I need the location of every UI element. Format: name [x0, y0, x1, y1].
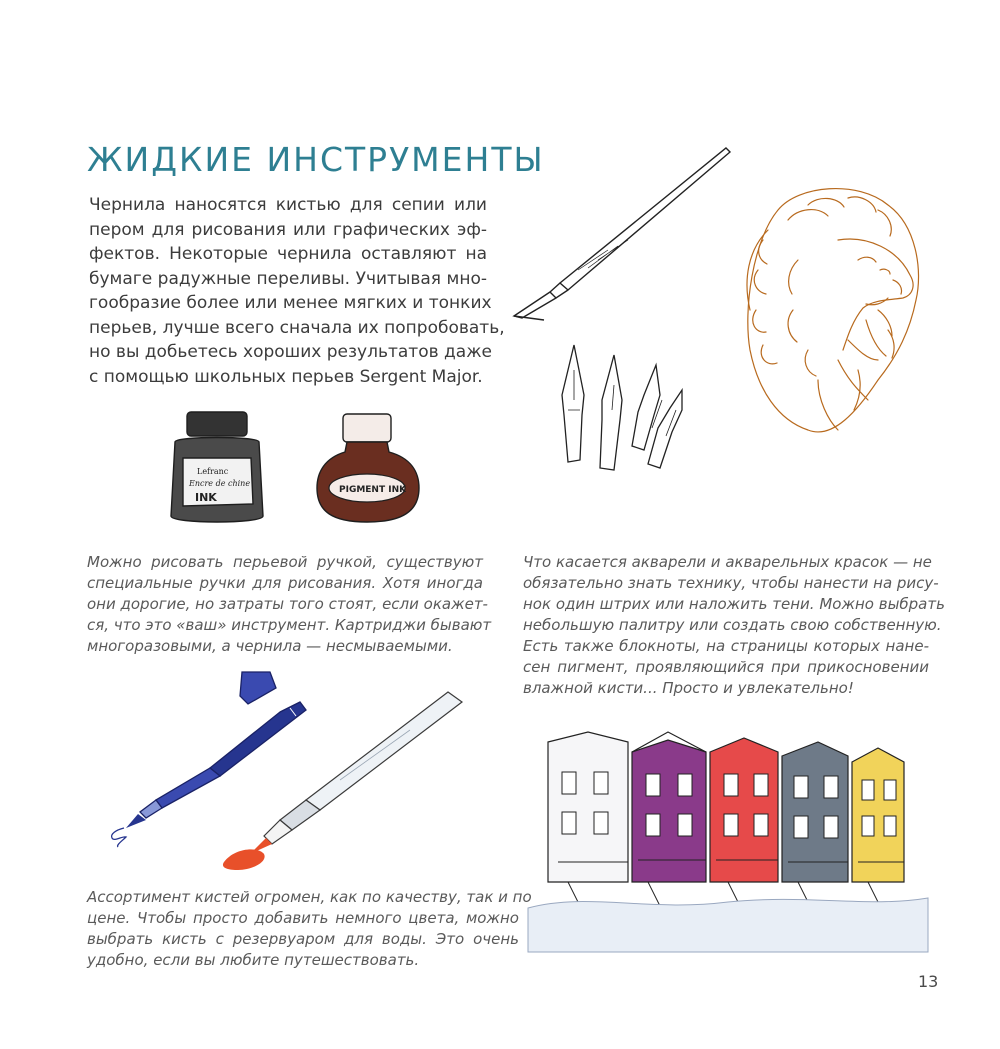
caption-line: нок один штрих или наложить тени. Можно выбрать: [523, 595, 945, 613]
intro-line: фектов. Некоторые чернила оставляют на: [89, 244, 487, 264]
caption-line: небольшую палитру или создать свою собственную.: [523, 616, 942, 634]
intro-line: но вы добьетесь хороших результатов даже: [89, 342, 492, 362]
caption-line: они дорогие, но затраты того стоят, если окажет-: [87, 595, 488, 613]
caption-line: Есть также блокноты, на страницы которых нане-: [523, 637, 929, 655]
houses-watercolor-illustration: [528, 712, 928, 952]
caption-line: Ассортимент кистей огромен, как по качеству, так и по: [87, 888, 532, 906]
ink-bottle-pigment: [315, 408, 425, 528]
caption-line: цене. Чтобы просто добавить немного цвета, можно: [87, 909, 519, 927]
intro-line: пером для рисования или графических эф-: [89, 219, 487, 240]
dip-pen-illustration: [508, 140, 748, 330]
caption-watercolor: [523, 552, 945, 699]
intro-paragraph: [89, 193, 505, 389]
page-title: ЖИДКИЕ ИНСТРУМЕНТЫ: [87, 140, 545, 179]
jar-label-product: Encre de chine: [189, 479, 251, 488]
jar-label-brand: Lefranc: [197, 467, 229, 476]
caption-line: специальные ручки для рисования. Хотя иногда: [87, 574, 483, 592]
intro-line: Чернила наносятся кистью для сепии или: [89, 195, 487, 215]
caption-line: Что касается акварели и акварельных красок — не: [523, 553, 932, 571]
caption-brushes: [87, 887, 532, 971]
ink-bottle-encre: [165, 408, 275, 528]
jar-label-pigment: PIGMENT INK: [339, 485, 407, 495]
intro-line: гообразие более или менее мягких и тонких: [89, 293, 492, 313]
intro-line: перьев, лучше всего сначала их попробовать,: [89, 317, 505, 338]
intro-line: с помощью школьных перьев Sergent Major.: [89, 366, 483, 387]
jar-label-ink: INK: [195, 491, 217, 504]
caption-line: выбрать кисть с резервуаром для воды. Это очень: [87, 930, 519, 948]
intro-line: бумаге радужные переливы. Учитывая мно-: [89, 268, 487, 289]
nibs-illustration: [544, 340, 694, 490]
caption-line: многоразовыми, а чернила — несмываемыми.: [87, 637, 453, 655]
caption-pens: [87, 552, 492, 657]
caption-line: ся, что это «ваш» инструмент. Картриджи бывают: [87, 616, 492, 634]
caption-line: сен пигмент, проявляющийся при прикосновении: [523, 658, 929, 676]
caption-line: удобно, если вы любите путешествовать.: [87, 951, 420, 969]
caption-line: влажной кисти... Просто и увлекательно!: [523, 679, 854, 697]
caption-line: обязательно знать технику, чтобы нанести на рису-: [523, 574, 939, 592]
caption-line: Можно рисовать перьевой ручкой, существуют: [87, 553, 483, 571]
lion-sketch: [738, 180, 928, 450]
water-brush-illustration: [210, 690, 470, 880]
page-number: 13: [918, 972, 939, 991]
